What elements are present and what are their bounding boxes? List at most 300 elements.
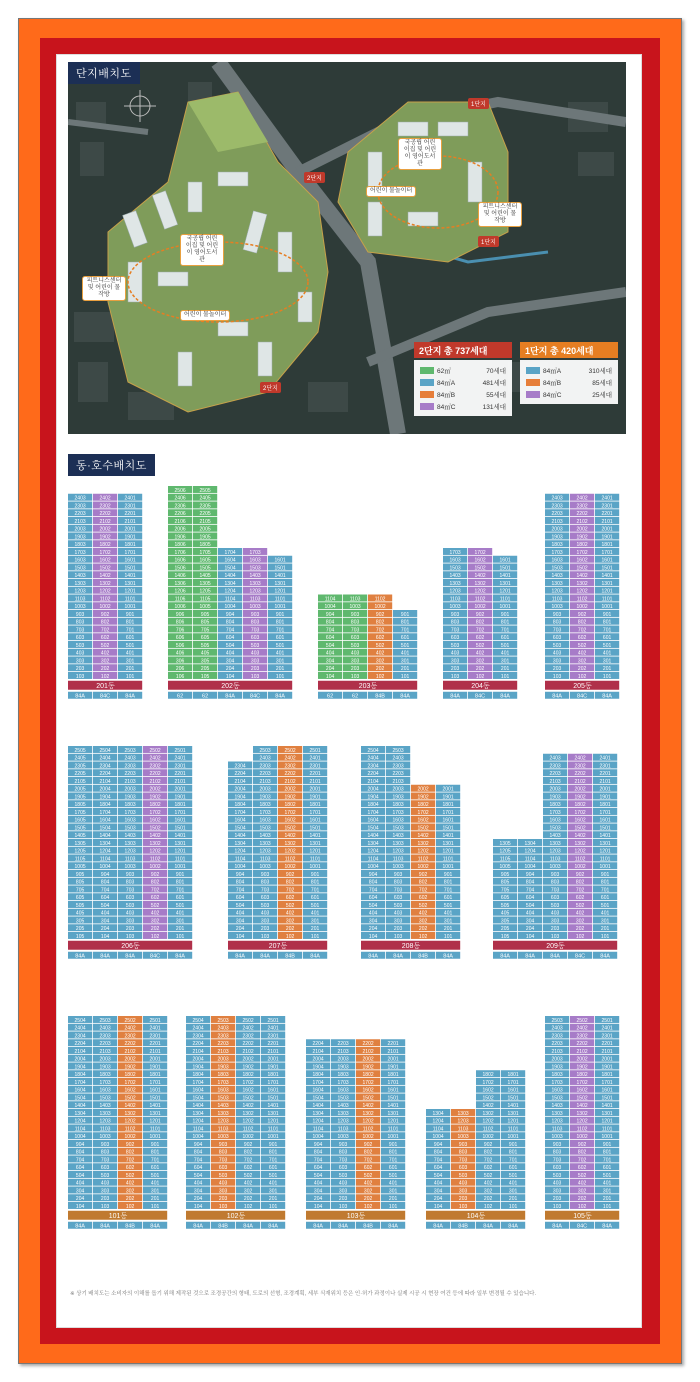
- unit-number: 501: [310, 902, 320, 909]
- unit-number: 1401: [507, 1103, 519, 1109]
- unit-number: 803: [250, 619, 260, 626]
- playground-label-complex1: 어린이 물놀이터: [366, 186, 416, 197]
- unit-number: 2101: [267, 1048, 279, 1055]
- unit-number: 1403: [549, 833, 561, 839]
- unit-number: 201: [125, 666, 135, 672]
- unit-number: 502: [375, 642, 385, 649]
- unit-number: 602: [125, 1165, 135, 1171]
- unit-number: 1904: [192, 1064, 204, 1071]
- unit-number: 402: [577, 1180, 587, 1187]
- unit-number: 2003: [551, 1056, 563, 1063]
- unit-number: 2001: [601, 1056, 613, 1063]
- unit-number: 1103: [249, 596, 261, 603]
- unit-number: 2302: [576, 503, 588, 510]
- building-101동: [68, 1016, 167, 1229]
- unit-type-label: 84A: [368, 953, 378, 960]
- unit-number: 1702: [149, 809, 161, 816]
- unit-number: 1301: [174, 840, 186, 847]
- building-201동: [68, 494, 142, 700]
- unit-number: 403: [260, 910, 270, 917]
- building-name: 207동: [268, 942, 288, 950]
- unit-number: 1001: [507, 1134, 519, 1140]
- unit-number: 302: [243, 1188, 253, 1195]
- unit-number: 1803: [74, 542, 86, 548]
- unit-number: 801: [400, 619, 410, 626]
- unit-number: 1701: [507, 1079, 519, 1086]
- unit-number: 1004: [99, 864, 111, 870]
- unit-number: 104: [225, 673, 235, 680]
- unit-number: 2305: [74, 763, 86, 770]
- unit-number: 203: [338, 1196, 348, 1202]
- unit-number: 301: [175, 918, 185, 925]
- unit-number: 901: [388, 1141, 398, 1148]
- unit-number: 1602: [576, 557, 588, 564]
- unit-number: 1203: [392, 848, 404, 855]
- unit-number: 402: [285, 910, 295, 917]
- building-name: 202동: [221, 682, 240, 690]
- unit-number: 2303: [551, 503, 563, 510]
- unit-number: 1403: [124, 833, 136, 839]
- unit-number: 1002: [149, 864, 161, 870]
- unit-number: 1905: [74, 794, 86, 801]
- unit-number: 703: [552, 1157, 562, 1164]
- unit-number: 402: [575, 910, 585, 917]
- unit-number: 2204: [74, 1041, 86, 1047]
- unit-type-label: 62: [327, 693, 334, 700]
- unit-number: 1603: [551, 557, 563, 564]
- unit-type-label: 84A: [508, 1223, 518, 1230]
- unit-number: 701: [125, 627, 135, 634]
- unit-number: 601: [500, 635, 510, 641]
- unit-number: 1202: [482, 1118, 494, 1125]
- unit-number: 801: [443, 879, 453, 886]
- unit-number: 802: [285, 879, 295, 886]
- unit-number: 501: [268, 1172, 278, 1179]
- unit-number: 2101: [601, 518, 613, 525]
- unit-number: 1102: [149, 856, 161, 863]
- legend-row: [526, 388, 612, 400]
- unit-number: 402: [375, 650, 385, 657]
- unit-number: 1704: [234, 809, 246, 816]
- unit-number: 1505: [74, 825, 86, 832]
- unit-number: 1802: [149, 802, 161, 808]
- unit-number: 1202: [417, 848, 429, 855]
- unit-number: 1603: [99, 1087, 111, 1094]
- unit-number: 1805: [199, 542, 211, 548]
- legend-count: 55세대: [486, 391, 506, 399]
- unit-number: 1901: [174, 794, 186, 801]
- unit-number: 1201: [442, 848, 454, 855]
- legend-type: 84㎡A: [437, 379, 456, 387]
- unit-number: 606: [175, 635, 185, 641]
- unit-number: 902: [483, 1141, 493, 1148]
- unit-number: 702: [375, 627, 385, 634]
- unit-number: 202: [375, 666, 385, 672]
- unit-number: 1403: [217, 1103, 229, 1109]
- unit-number: 601: [602, 635, 612, 641]
- unit-number: 2301: [149, 1033, 161, 1040]
- unit-number: 1404: [99, 833, 111, 839]
- unit-number: 2202: [576, 511, 588, 517]
- unit-number: 1702: [284, 809, 296, 816]
- unit-number: 404: [433, 1180, 443, 1187]
- unit-number: 104: [75, 1203, 85, 1210]
- unit-number: 301: [600, 918, 610, 925]
- unit-number: 202: [243, 1196, 253, 1202]
- unit-number: 1201: [267, 1118, 279, 1125]
- unit-type-label: 84C: [475, 693, 486, 700]
- unit-number: 1701: [124, 549, 136, 556]
- unit-number: 1405: [74, 833, 86, 839]
- unit-number: 1204: [192, 1118, 204, 1125]
- unit-number: 102: [125, 1203, 135, 1210]
- unit-number: 1201: [507, 1118, 519, 1125]
- unit-number: 503: [450, 642, 460, 649]
- unit-number: 1104: [99, 856, 111, 863]
- unit-number: 204: [235, 926, 245, 932]
- unit-number: 1601: [274, 557, 286, 564]
- unit-number: 803: [125, 879, 135, 886]
- unit-number: 301: [275, 658, 285, 665]
- unit-number: 701: [602, 627, 612, 634]
- unit-number: 806: [175, 619, 185, 626]
- unit-number: 1603: [392, 817, 404, 824]
- unit-number: 1203: [259, 848, 271, 855]
- legend-count: 70세대: [486, 367, 506, 375]
- unit-number: 1401: [174, 833, 186, 839]
- unit-number: 1501: [267, 1095, 279, 1102]
- unit-number: 1304: [524, 840, 536, 847]
- unit-number: 2001: [267, 1056, 279, 1063]
- unit-number: 1605: [74, 817, 86, 824]
- legend-complex1-title: 1단지 총 420세대: [520, 342, 618, 358]
- unit-number: 1201: [387, 1118, 399, 1125]
- unit-number: 1401: [601, 573, 613, 579]
- unit-number: 1702: [242, 1079, 254, 1086]
- unit-number: 2403: [124, 755, 136, 762]
- unit-number: 801: [500, 619, 510, 626]
- unit-number: 401: [388, 1180, 398, 1187]
- unit-number: 1502: [284, 825, 296, 832]
- unit-number: 2101: [599, 778, 611, 785]
- unit-number: 2203: [74, 511, 86, 517]
- unit-number: 1503: [549, 825, 561, 832]
- unit-number: 1506: [174, 565, 186, 572]
- unit-number: 1601: [442, 817, 454, 824]
- legend-swatch: [420, 379, 434, 386]
- unit-number: 1003: [124, 864, 136, 870]
- legend-type: 84㎡B: [437, 391, 456, 399]
- unit-number: 503: [260, 902, 270, 909]
- unit-number: 503: [550, 902, 560, 909]
- unit-number: 402: [475, 650, 485, 657]
- unit-number: 2101: [387, 1048, 399, 1055]
- unit-number: 1705: [199, 549, 211, 556]
- unit-number: 902: [375, 611, 385, 618]
- unit-number: 1603: [124, 817, 136, 824]
- unit-number: 2303: [99, 1033, 111, 1040]
- unit-number: 502: [575, 902, 585, 909]
- unit-number: 1003: [549, 864, 561, 870]
- unit-number: 901: [268, 1141, 278, 1148]
- unit-number: 1804: [99, 802, 111, 808]
- unit-number: 1001: [601, 1134, 613, 1140]
- unit-number: 2302: [242, 1033, 254, 1040]
- unit-number: 901: [175, 871, 185, 878]
- unit-number: 2201: [601, 511, 613, 517]
- legend-row: [420, 376, 506, 388]
- unit-number: 1802: [576, 1072, 588, 1078]
- unit-number: 1102: [374, 596, 386, 603]
- unit-number: 1303: [249, 580, 261, 587]
- unit-type-label: 84A: [552, 1223, 562, 1230]
- unit-number: 1703: [449, 549, 461, 556]
- legend-count: 310세대: [588, 367, 612, 375]
- unit-number: 1104: [524, 856, 536, 863]
- unit-number: 2501: [601, 1017, 613, 1024]
- unit-number: 1602: [242, 1087, 254, 1094]
- unit-number: 1104: [312, 1126, 324, 1133]
- legend-row: [420, 364, 506, 376]
- unit-number: 502: [150, 902, 160, 909]
- unit-number: 2401: [149, 1025, 161, 1032]
- unit-number: 2202: [242, 1041, 254, 1047]
- unit-number: 102: [577, 1203, 587, 1210]
- unit-number: 1601: [601, 557, 613, 564]
- unit-number: 404: [235, 910, 245, 917]
- unit-number: 1501: [499, 565, 511, 572]
- unit-number: 803: [75, 619, 85, 626]
- unit-number: 2304: [74, 1033, 86, 1040]
- unit-number: 701: [602, 1157, 612, 1164]
- unit-number: 503: [125, 902, 135, 909]
- unit-number: 704: [325, 627, 335, 634]
- unit-number: 101: [500, 673, 510, 680]
- unit-number: 902: [577, 1141, 587, 1148]
- unit-number: 1003: [259, 864, 271, 870]
- unit-number: 2503: [217, 1017, 229, 1024]
- unit-number: 1903: [337, 1064, 349, 1071]
- unit-number: 1703: [74, 549, 86, 556]
- unit-number: 503: [100, 1172, 110, 1179]
- unit-number: 1103: [259, 856, 271, 863]
- unit-type-label: 84A: [235, 953, 245, 960]
- unit-number: 504: [235, 902, 245, 909]
- unit-number: 704: [100, 887, 110, 894]
- unit-number: 203: [552, 666, 562, 672]
- unit-number: 1402: [576, 1103, 588, 1109]
- unit-number: 1305: [199, 580, 211, 587]
- unit-type-label: 84A: [600, 953, 610, 960]
- unit-number: 2001: [174, 786, 186, 793]
- unit-number: 2104: [99, 778, 111, 785]
- unit-number: 1406: [174, 573, 186, 579]
- unit-number: 2302: [576, 1033, 588, 1040]
- unit-number: 1701: [174, 809, 186, 816]
- unit-number: 203: [100, 1196, 110, 1202]
- unit-number: 1301: [309, 840, 321, 847]
- unit-number: 2401: [267, 1025, 279, 1032]
- unit-number: 2205: [199, 511, 211, 517]
- unit-number: 1004: [312, 1134, 324, 1140]
- unit-type-label: 84A: [313, 1223, 323, 1230]
- unit-number: 1602: [124, 1087, 136, 1094]
- building-103동: [306, 1039, 405, 1229]
- unit-number: 803: [350, 619, 360, 626]
- unit-number: 1701: [267, 1079, 279, 1086]
- unit-number: 1604: [312, 1087, 324, 1094]
- unit-number: 2503: [392, 747, 404, 754]
- unit-number: 501: [443, 902, 453, 909]
- fitness-label-complex1: 피트니스센터 및 어린이 물작방: [478, 202, 522, 227]
- unit-number: 103: [260, 933, 270, 940]
- unit-number: 2406: [174, 495, 186, 502]
- unit-number: 401: [125, 650, 135, 657]
- unit-number: 1204: [99, 848, 111, 855]
- unit-number: 504: [325, 642, 335, 649]
- unit-number: 204: [75, 1196, 85, 1202]
- unit-number: 2403: [99, 1025, 111, 1032]
- legend-complex1: [520, 360, 618, 404]
- unit-number: 1205: [199, 588, 211, 595]
- unit-number: 602: [363, 1165, 373, 1171]
- unit-number: 601: [275, 635, 285, 641]
- unit-number: 102: [577, 673, 587, 680]
- unit-number: 2404: [74, 1025, 86, 1032]
- unit-number: 1103: [217, 1126, 229, 1133]
- unit-number: 701: [175, 887, 185, 894]
- building-203동: [318, 595, 417, 700]
- unit-number: 903: [350, 611, 360, 618]
- unit-number: 401: [310, 910, 320, 917]
- unit-number: 1004: [224, 604, 236, 610]
- unit-number: 1501: [507, 1095, 519, 1102]
- unit-number: 604: [325, 635, 335, 641]
- unit-number: 1704: [192, 1079, 204, 1086]
- unit-number: 405: [200, 650, 210, 657]
- unit-number: 2403: [551, 1025, 563, 1032]
- unit-number: 1105: [74, 856, 86, 863]
- unit-number: 1301: [601, 580, 613, 587]
- unit-number: 603: [100, 1165, 110, 1171]
- unit-number: 1901: [149, 1064, 161, 1071]
- unit-number: 1402: [124, 1103, 136, 1109]
- unit-number: 301: [508, 1188, 518, 1195]
- unit-number: 2102: [574, 778, 586, 785]
- unit-number: 804: [325, 619, 335, 626]
- unit-number: 1002: [482, 1134, 494, 1140]
- unit-number: 601: [310, 895, 320, 901]
- unit-number: 1503: [392, 825, 404, 832]
- building-204동: [443, 548, 517, 699]
- unit-number: 1801: [174, 802, 186, 808]
- unit-number: 2201: [174, 771, 186, 777]
- legend-swatch: [526, 379, 540, 386]
- unit-number: 801: [310, 879, 320, 886]
- unit-number: 2303: [549, 763, 561, 770]
- unit-number: 1802: [482, 1072, 494, 1078]
- unit-number: 601: [508, 1165, 518, 1171]
- unit-number: 403: [450, 650, 460, 657]
- unit-number: 1401: [309, 833, 321, 839]
- unit-number: 1004: [432, 1134, 444, 1140]
- unit-number: 901: [443, 871, 453, 878]
- unit-number: 1804: [192, 1072, 204, 1078]
- unit-number: 401: [175, 910, 185, 917]
- unit-number: 1802: [417, 802, 429, 808]
- daycare-label-complex2: 국공립 어린이집 및 어린이 영어도서관: [180, 234, 224, 266]
- unit-number: 2402: [284, 755, 296, 762]
- unit-number: 403: [458, 1180, 468, 1187]
- unit-layout-diagram: [68, 454, 626, 1276]
- unit-number: 1702: [99, 549, 111, 556]
- unit-number: 2202: [362, 1041, 374, 1047]
- unit-number: 905: [75, 871, 85, 878]
- unit-number: 1101: [267, 1126, 279, 1133]
- unit-number: 804: [313, 1149, 323, 1156]
- unit-number: 1003: [349, 604, 361, 610]
- unit-number: 1303: [337, 1110, 349, 1117]
- unit-type-label: 84A: [393, 953, 403, 960]
- unit-number: 2305: [199, 503, 211, 510]
- unit-number: 204: [100, 926, 110, 932]
- unit-number: 403: [100, 1180, 110, 1187]
- unit-number: 1305: [499, 840, 511, 847]
- daycare-label-complex1: 국공립 어린이집 및 어린이 영어도서관: [398, 138, 442, 170]
- unit-number: 903: [100, 1141, 110, 1148]
- unit-number: 1301: [499, 580, 511, 587]
- unit-number: 2303: [74, 503, 86, 510]
- unit-number: 203: [218, 1196, 228, 1202]
- unit-number: 1202: [284, 848, 296, 855]
- unit-number: 903: [260, 871, 270, 878]
- unit-number: 301: [443, 918, 453, 925]
- unit-number: 505: [200, 642, 210, 649]
- unit-number: 1503: [337, 1095, 349, 1102]
- unit-number: 1003: [449, 604, 461, 610]
- unit-number: 2202: [284, 771, 296, 777]
- unit-number: 1801: [442, 802, 454, 808]
- unit-number: 504: [75, 1172, 85, 1179]
- unit-type-label: 84A: [225, 693, 235, 700]
- unit-number: 301: [400, 658, 410, 665]
- unit-number: 403: [350, 650, 360, 657]
- unit-number: 1303: [99, 1110, 111, 1117]
- unit-number: 1204: [432, 1118, 444, 1125]
- unit-number: 1503: [249, 565, 261, 572]
- unit-number: 1704: [224, 549, 236, 556]
- unit-number: 501: [602, 642, 612, 649]
- unit-number: 1301: [149, 1110, 161, 1117]
- unit-number: 1303: [392, 840, 404, 847]
- unit-number: 1903: [549, 794, 561, 801]
- unit-number: 906: [175, 611, 185, 618]
- building-name: 104동: [466, 1212, 486, 1220]
- unit-type-label: 84A: [243, 1223, 253, 1230]
- unit-number: 1001: [309, 864, 321, 870]
- unit-number: 902: [575, 871, 585, 878]
- unit-number: 1504: [99, 825, 111, 832]
- unit-number: 1201: [601, 1118, 613, 1125]
- unit-number: 303: [125, 918, 135, 925]
- unit-number: 704: [75, 1157, 85, 1164]
- unit-number: 901: [310, 871, 320, 878]
- unit-number: 905: [500, 871, 510, 878]
- unit-number: 1501: [442, 825, 454, 832]
- unit-number: 1101: [601, 1126, 613, 1133]
- unit-number: 504: [525, 902, 535, 909]
- unit-number: 1402: [482, 1103, 494, 1109]
